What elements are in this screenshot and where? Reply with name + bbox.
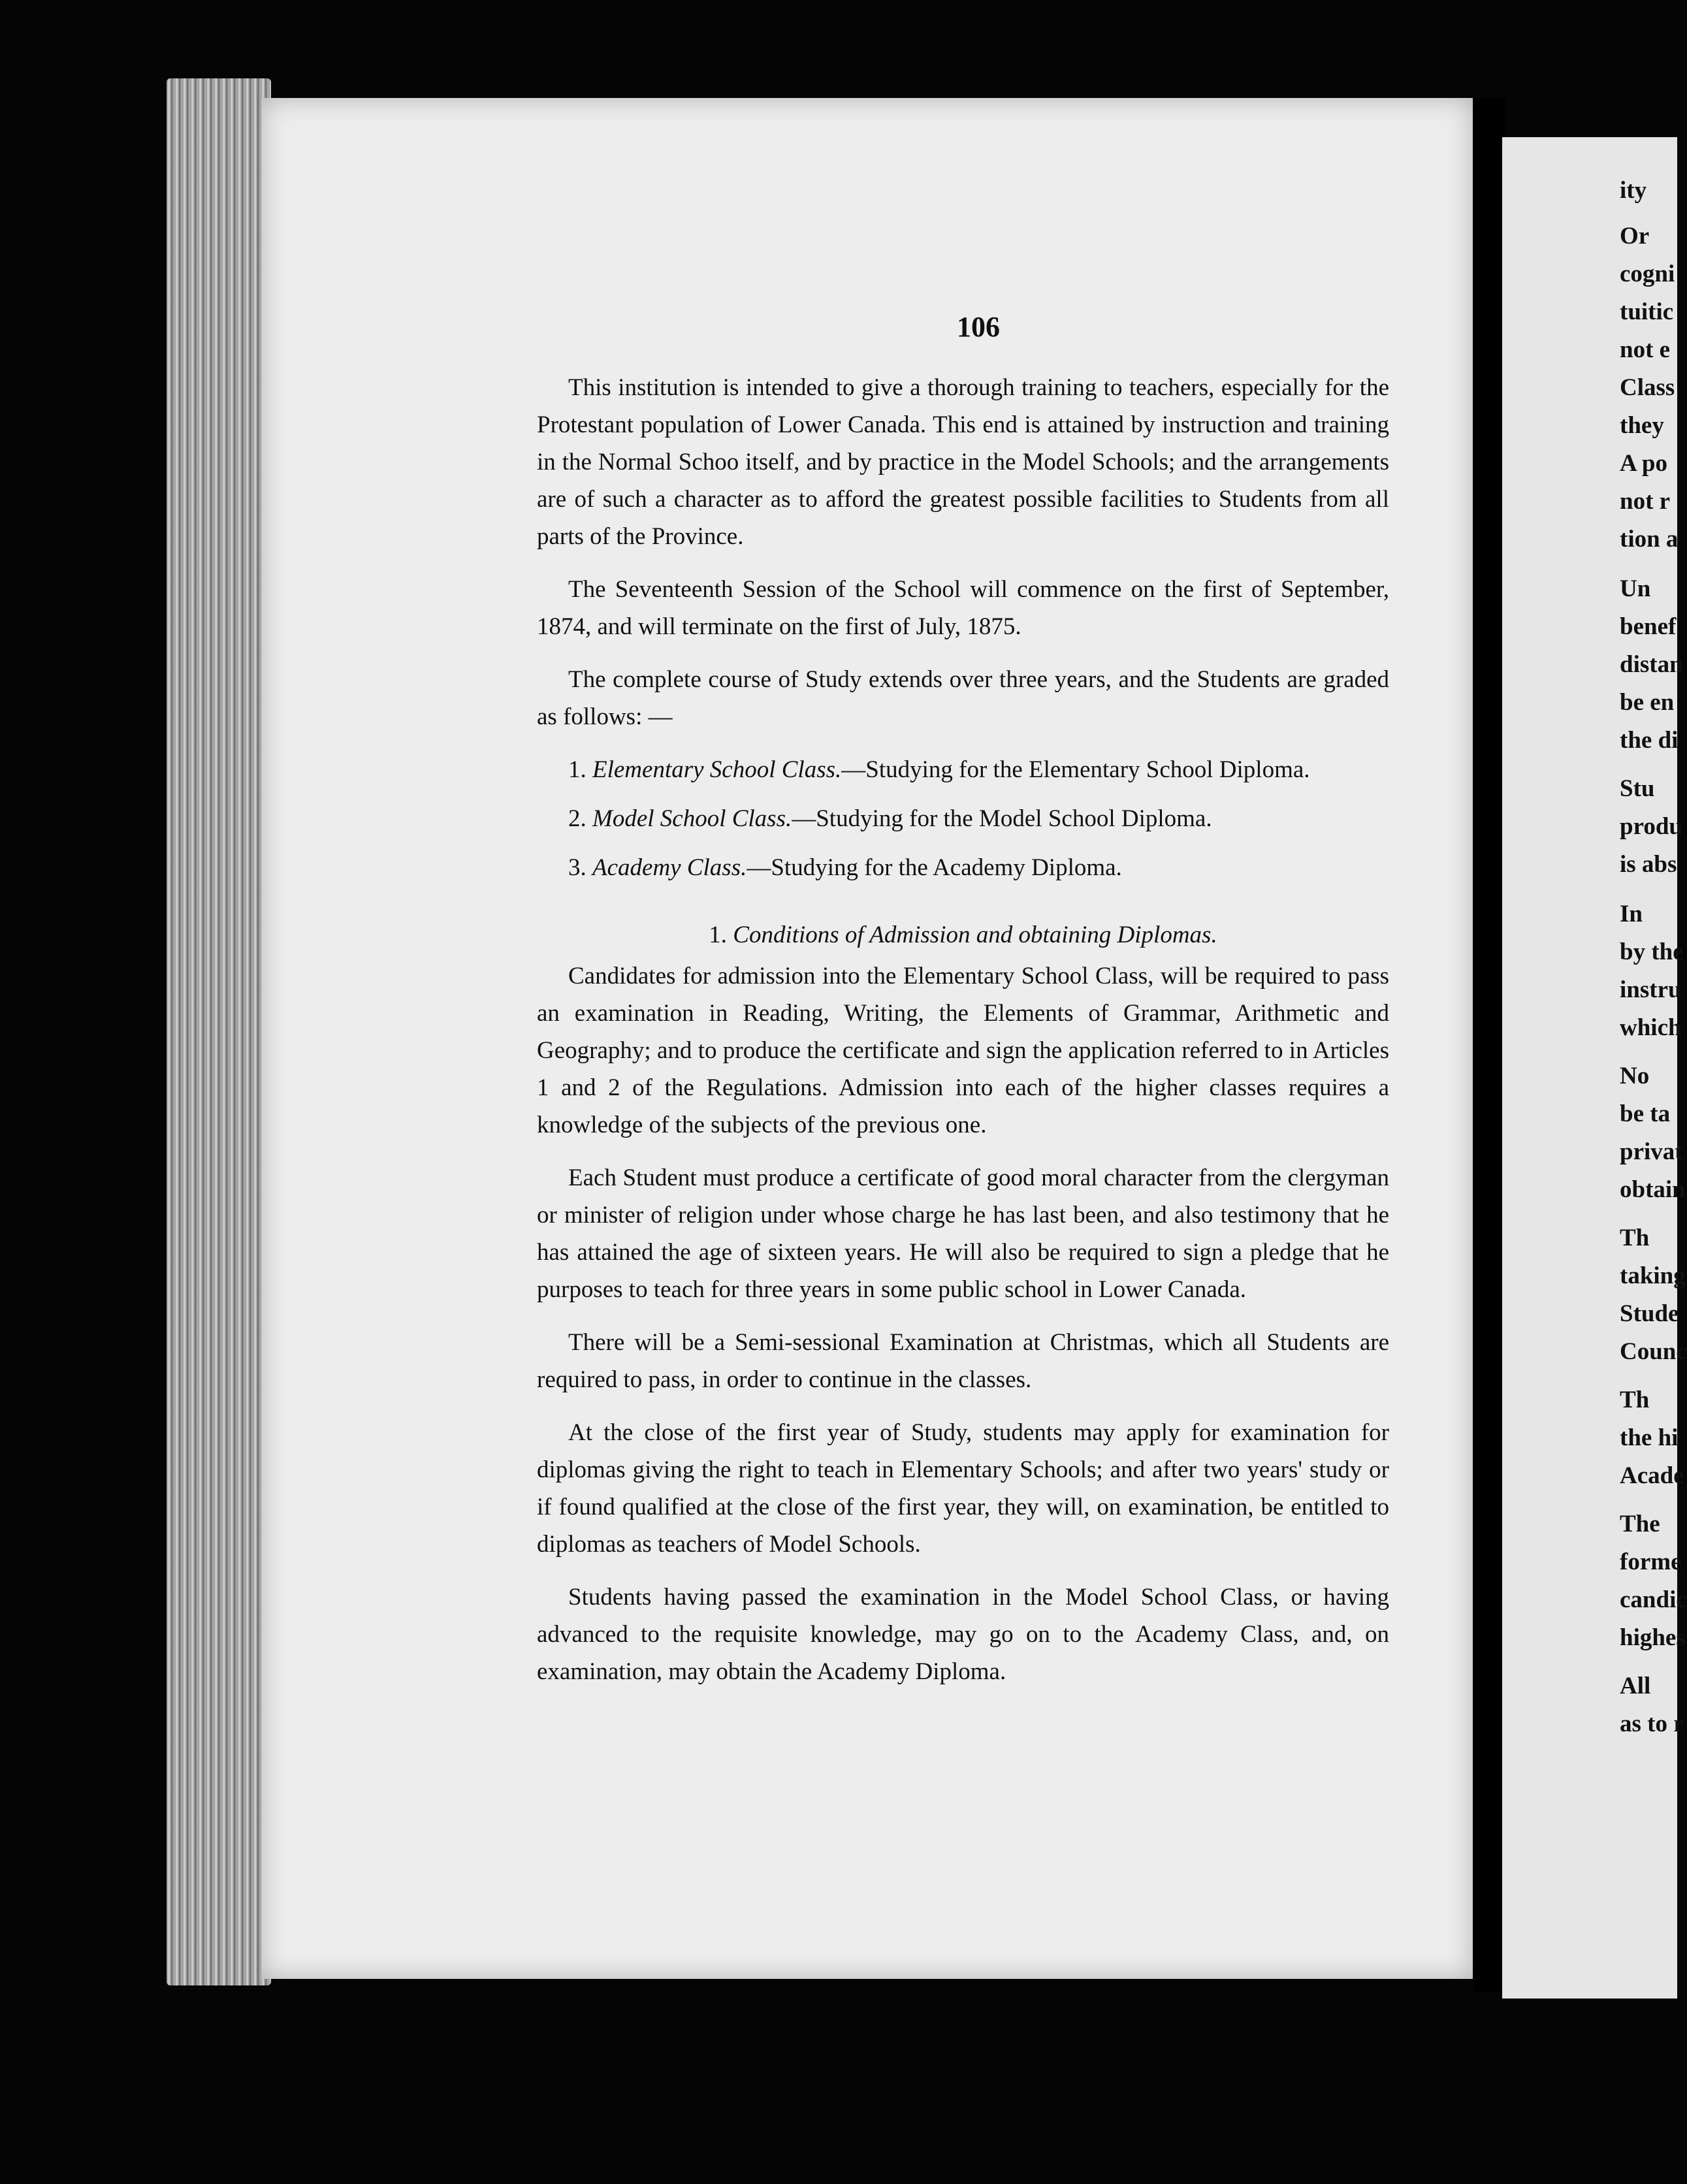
facing-page-fragment: Th	[1620, 1225, 1650, 1251]
facing-page-fragment: not e	[1620, 336, 1671, 363]
facing-page-fragment: tion a	[1620, 526, 1679, 553]
facing-page-fragment: Stu	[1620, 775, 1655, 802]
character-paragraph: Each Student must produce a certificate of good moral character from the clergyman or minister of religion under whose charge he has last been, and also testimony that he has attained the age of sixteen years. He will also be required to sign a pledge that he purposes to teach for three years in some public school in Lower Canada.	[537, 1164, 1389, 1303]
page-number: 106	[957, 311, 1000, 343]
facing-page	[1502, 137, 1687, 1999]
facing-page-fragment: instru	[1620, 976, 1682, 1003]
facing-page-fragment: Th	[1620, 1387, 1650, 1413]
facing-page-fragment: candic	[1620, 1586, 1687, 1613]
facing-page-fragment: they	[1620, 412, 1664, 439]
facing-page-fragment: privat	[1620, 1138, 1683, 1165]
facing-page-fragment: not r	[1620, 488, 1671, 515]
facing-page-fragment: distan	[1620, 651, 1683, 678]
course-paragraph: The complete course of Study extends over three years, and the Students are graded as follows: —	[537, 666, 1389, 730]
facing-page-fragment: by the	[1620, 939, 1684, 965]
facing-page-fragment: forme	[1620, 1549, 1682, 1575]
section-heading	[537, 916, 1389, 954]
facing-page-fragment: Counc	[1620, 1338, 1687, 1365]
facing-page-fragment: benef	[1620, 613, 1677, 640]
class-desc: —Studying for the Elementary School Diploma.	[841, 756, 1310, 783]
facing-page-fragment: The	[1620, 1511, 1660, 1537]
class-name: Elementary School Class.	[592, 756, 842, 783]
class-list-item	[537, 849, 1389, 886]
session-paragraph: The Seventeenth Session of the School will commence on the first of September, 1874, and will terminate on the first of July, 1875.	[537, 576, 1389, 640]
class-list-item	[537, 800, 1389, 837]
class-desc: —Studying for the Academy Diploma.	[747, 854, 1122, 881]
section-title: Conditions of Admission and obtaining Diplomas.	[733, 922, 1217, 948]
section-number: 1.	[709, 922, 728, 948]
facing-page-fragment: be en	[1620, 689, 1675, 716]
facing-page-fragment: Acade	[1620, 1462, 1684, 1489]
academy-paragraph: Students having passed the examination in the Model School Class, or having advanced to the requisite knowledge, may go on to the Academy Class, and, on examination, may obtain the Academy Diploma.	[537, 1584, 1389, 1685]
intro-paragraph: This institution is intended to give a thorough training to teachers, especially for the Protestant population of Lower Canada. This end is attained by instruction and training in the Normal Schoo itself, and by practice in the Model Schools; and the arrangements are of such a character as to afford the greatest possible facilities to Students from all parts of the Province.	[537, 374, 1389, 550]
facing-page-fragment: cogni	[1620, 261, 1675, 287]
class-number: 3.	[568, 854, 586, 881]
facing-page-fragment: taking	[1620, 1262, 1686, 1289]
facing-page-fragment: tuitic	[1620, 298, 1674, 325]
class-list-item	[537, 751, 1389, 788]
facing-page-fragment: Class	[1620, 374, 1675, 401]
facing-page-fragment: Stude	[1620, 1300, 1679, 1327]
diploma-paragraph: At the close of the first year of Study, students may apply for examination for diplomas giving the right to teach in Elementary Schools; and after two years' study or if found qualified at the close of the first year, they will, on examination, be entitled to diplomas as teachers of Model Schools.	[537, 1419, 1389, 1558]
facing-page-fragment: the di	[1620, 727, 1679, 754]
facing-page-fragment: A po	[1620, 450, 1668, 477]
facing-page-fragment: Un	[1620, 575, 1651, 602]
book-gutter	[1473, 98, 1505, 1992]
facing-page-fragment: produ	[1620, 813, 1682, 840]
class-name: Model School Class.	[592, 805, 792, 832]
class-number: 1.	[568, 756, 586, 783]
class-number: 2.	[568, 805, 586, 832]
facing-page-fragment: be ta	[1620, 1100, 1671, 1127]
facing-page-fragment: No	[1620, 1063, 1650, 1089]
facing-page-fragment: which	[1620, 1014, 1682, 1041]
facing-page-fragment: the hi	[1620, 1424, 1679, 1451]
page-body	[537, 369, 1389, 1706]
facing-page-fragment: In	[1620, 901, 1643, 927]
facing-page-fragment: Or	[1620, 223, 1650, 249]
examination-paragraph: There will be a Semi-sessional Examination at Christmas, which all Students are required to pass, in order to continue in the classes.	[537, 1329, 1389, 1393]
class-desc: —Studying for the Model School Diploma.	[792, 805, 1212, 832]
facing-page-fragment: All	[1620, 1673, 1651, 1699]
facing-page-fragment: ity	[1620, 177, 1647, 204]
class-name: Academy Class.	[592, 854, 747, 881]
facing-page-fragment: obtain	[1620, 1176, 1686, 1203]
admission-paragraph: Candidates for admission into the Elementary School Class, will be required to pass an examination in Reading, Writing, the Elements of Grammar, Arithmetic and Geography; and to produce the certificate and sign the application referred to in Articles 1 and 2 of the Regulations. Admission into each of the higher classes requires a knowledge of the subjects of the previous one.	[537, 963, 1389, 1138]
facing-page-fragment: as to r	[1620, 1710, 1684, 1737]
book-edge	[167, 78, 271, 1985]
facing-page-fragment: is abs	[1620, 851, 1677, 878]
facing-page-fragment: highes	[1620, 1624, 1686, 1651]
